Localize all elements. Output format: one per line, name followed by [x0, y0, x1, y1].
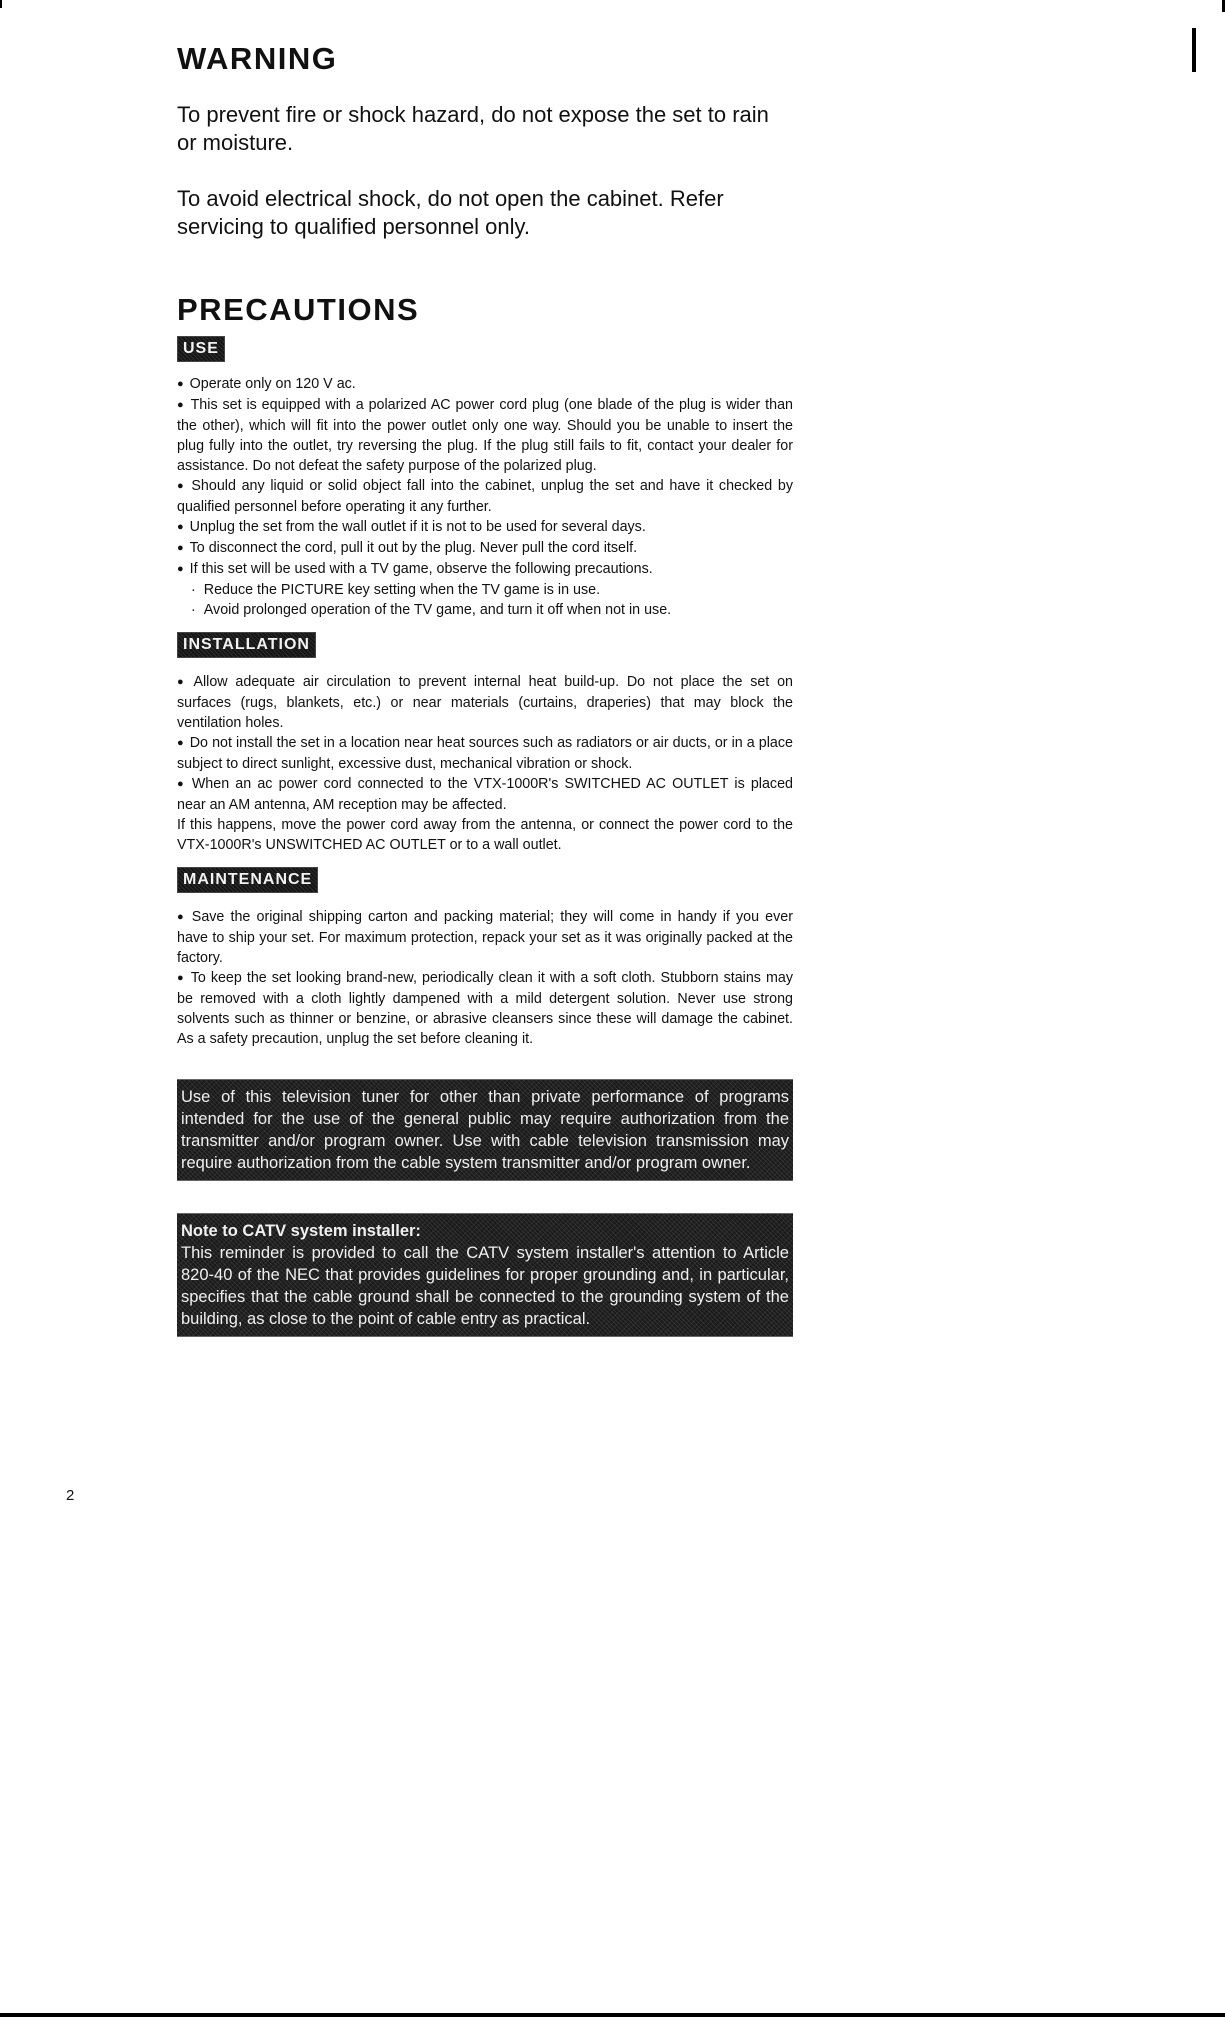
warning-text-fire: To prevent fire or shock hazard, do not expose the set to rain or moisture. [177, 102, 769, 156]
list-item: ● Allow adequate air circulation to prevent internal heat build-up. Do not place the set on surfaces (rugs, blankets, etc.) or near materials (curtains, draperies) that may block the ventilation holes. [177, 674, 793, 731]
page-number: 2 [66, 1487, 75, 1504]
catv-notice [177, 1213, 793, 1337]
maintenance-section-text [177, 907, 793, 1049]
section-label-installation: INSTALLATION [177, 632, 316, 658]
page-content [177, 40, 793, 1337]
sub-list-item: · Reduce the PICTURE key setting when the TV game is in use. [177, 580, 793, 600]
precautions-title: PRECAUTIONS [177, 292, 420, 328]
warning-text-shock: To avoid electrical shock, do not open the cabinet. Refer servicing to qualified personnel only. [177, 186, 724, 240]
authorization-notice [177, 1079, 793, 1181]
list-item: ● If this set will be used with a TV game, observe the following precautions. [177, 561, 653, 577]
list-item: ● Unplug the set from the wall outlet if it is not to be used for several days. [177, 519, 646, 535]
installation-section-text [177, 672, 793, 855]
list-item: ● To keep the set looking brand-new, periodically clean it with a soft cloth. Stubborn stains may be removed with a cloth lightly dampened with a mild detergent solution. Never use strong solvents such as thinner or benzine, or abrasive cleansers since these will damage the cabinet. As a safety precaution, unplug the set before cleaning it. [177, 970, 793, 1047]
authorization-notice-text: Use of this television tuner for other than private performance of programs intended for the use of the general public may require authorization from the transmitter and/or program owner. Use with cable television transmission may require authorization from the cable system transmitter and/or program owner. [181, 1088, 789, 1173]
warning-title: WARNING [177, 41, 338, 76]
scan-bottom-edge [0, 2013, 1225, 2017]
list-item: ● Should any liquid or solid object fall into the cabinet, unplug the set and have it checked by qualified personnel before operating it any further. [177, 478, 793, 515]
sub-list-item: · Avoid prolonged operation of the TV game, and turn it off when not in use. [177, 600, 793, 620]
section-label-use: USE [177, 336, 225, 362]
catv-notice-text: This reminder is provided to call the CATV system installer's attention to Article 820-40 of the NEC that provides guidelines for proper grounding and, in particular, specifies that the cable ground shall be connected to the grounding system of the building, as close to the point of cable entry as practical. [181, 1244, 789, 1329]
list-item: ● Do not install the set in a location near heat sources such as radiators or air ducts, or in a place subject to direct sunlight, excessive dust, mechanical vibration or shock. [177, 735, 793, 772]
installation-note: If this happens, move the power cord away from the antenna, or connect the power cord to the VTX-1000R's UNSWITCHED AC OUTLET or to a wall outlet. [177, 817, 793, 854]
catv-notice-heading: Note to CATV system installer: [181, 1222, 421, 1241]
list-item: ● To disconnect the cord, pull it out by the plug. Never pull the cord itself. [177, 540, 637, 556]
scan-edge-mark [0, 0, 2, 8]
list-item: ● When an ac power cord connected to the VTX-1000R's SWITCHED AC OUTLET is placed near an AM antenna, AM reception may be affected. [177, 776, 793, 813]
scan-edge-mark [1192, 28, 1196, 72]
section-label-maintenance: MAINTENANCE [177, 867, 318, 893]
use-section-text [177, 374, 793, 620]
list-item: ● This set is equipped with a polarized AC power cord plug (one blade of the plug is wider than the other), which will fit into the power outlet only one way. Should you be unable to insert the plug fully into the outlet, try reversing the plug. If the plug still fails to fit, contact your dealer for assistance. Do not defeat the safety purpose of the polarized plug. [177, 397, 793, 474]
list-item: ● Save the original shipping carton and packing material; they will come in handy if you ever have to ship your set. For maximum protection, repack your set as it was originally packed at the factory. [177, 909, 793, 966]
list-item: ● Operate only on 120 V ac. [177, 376, 356, 392]
